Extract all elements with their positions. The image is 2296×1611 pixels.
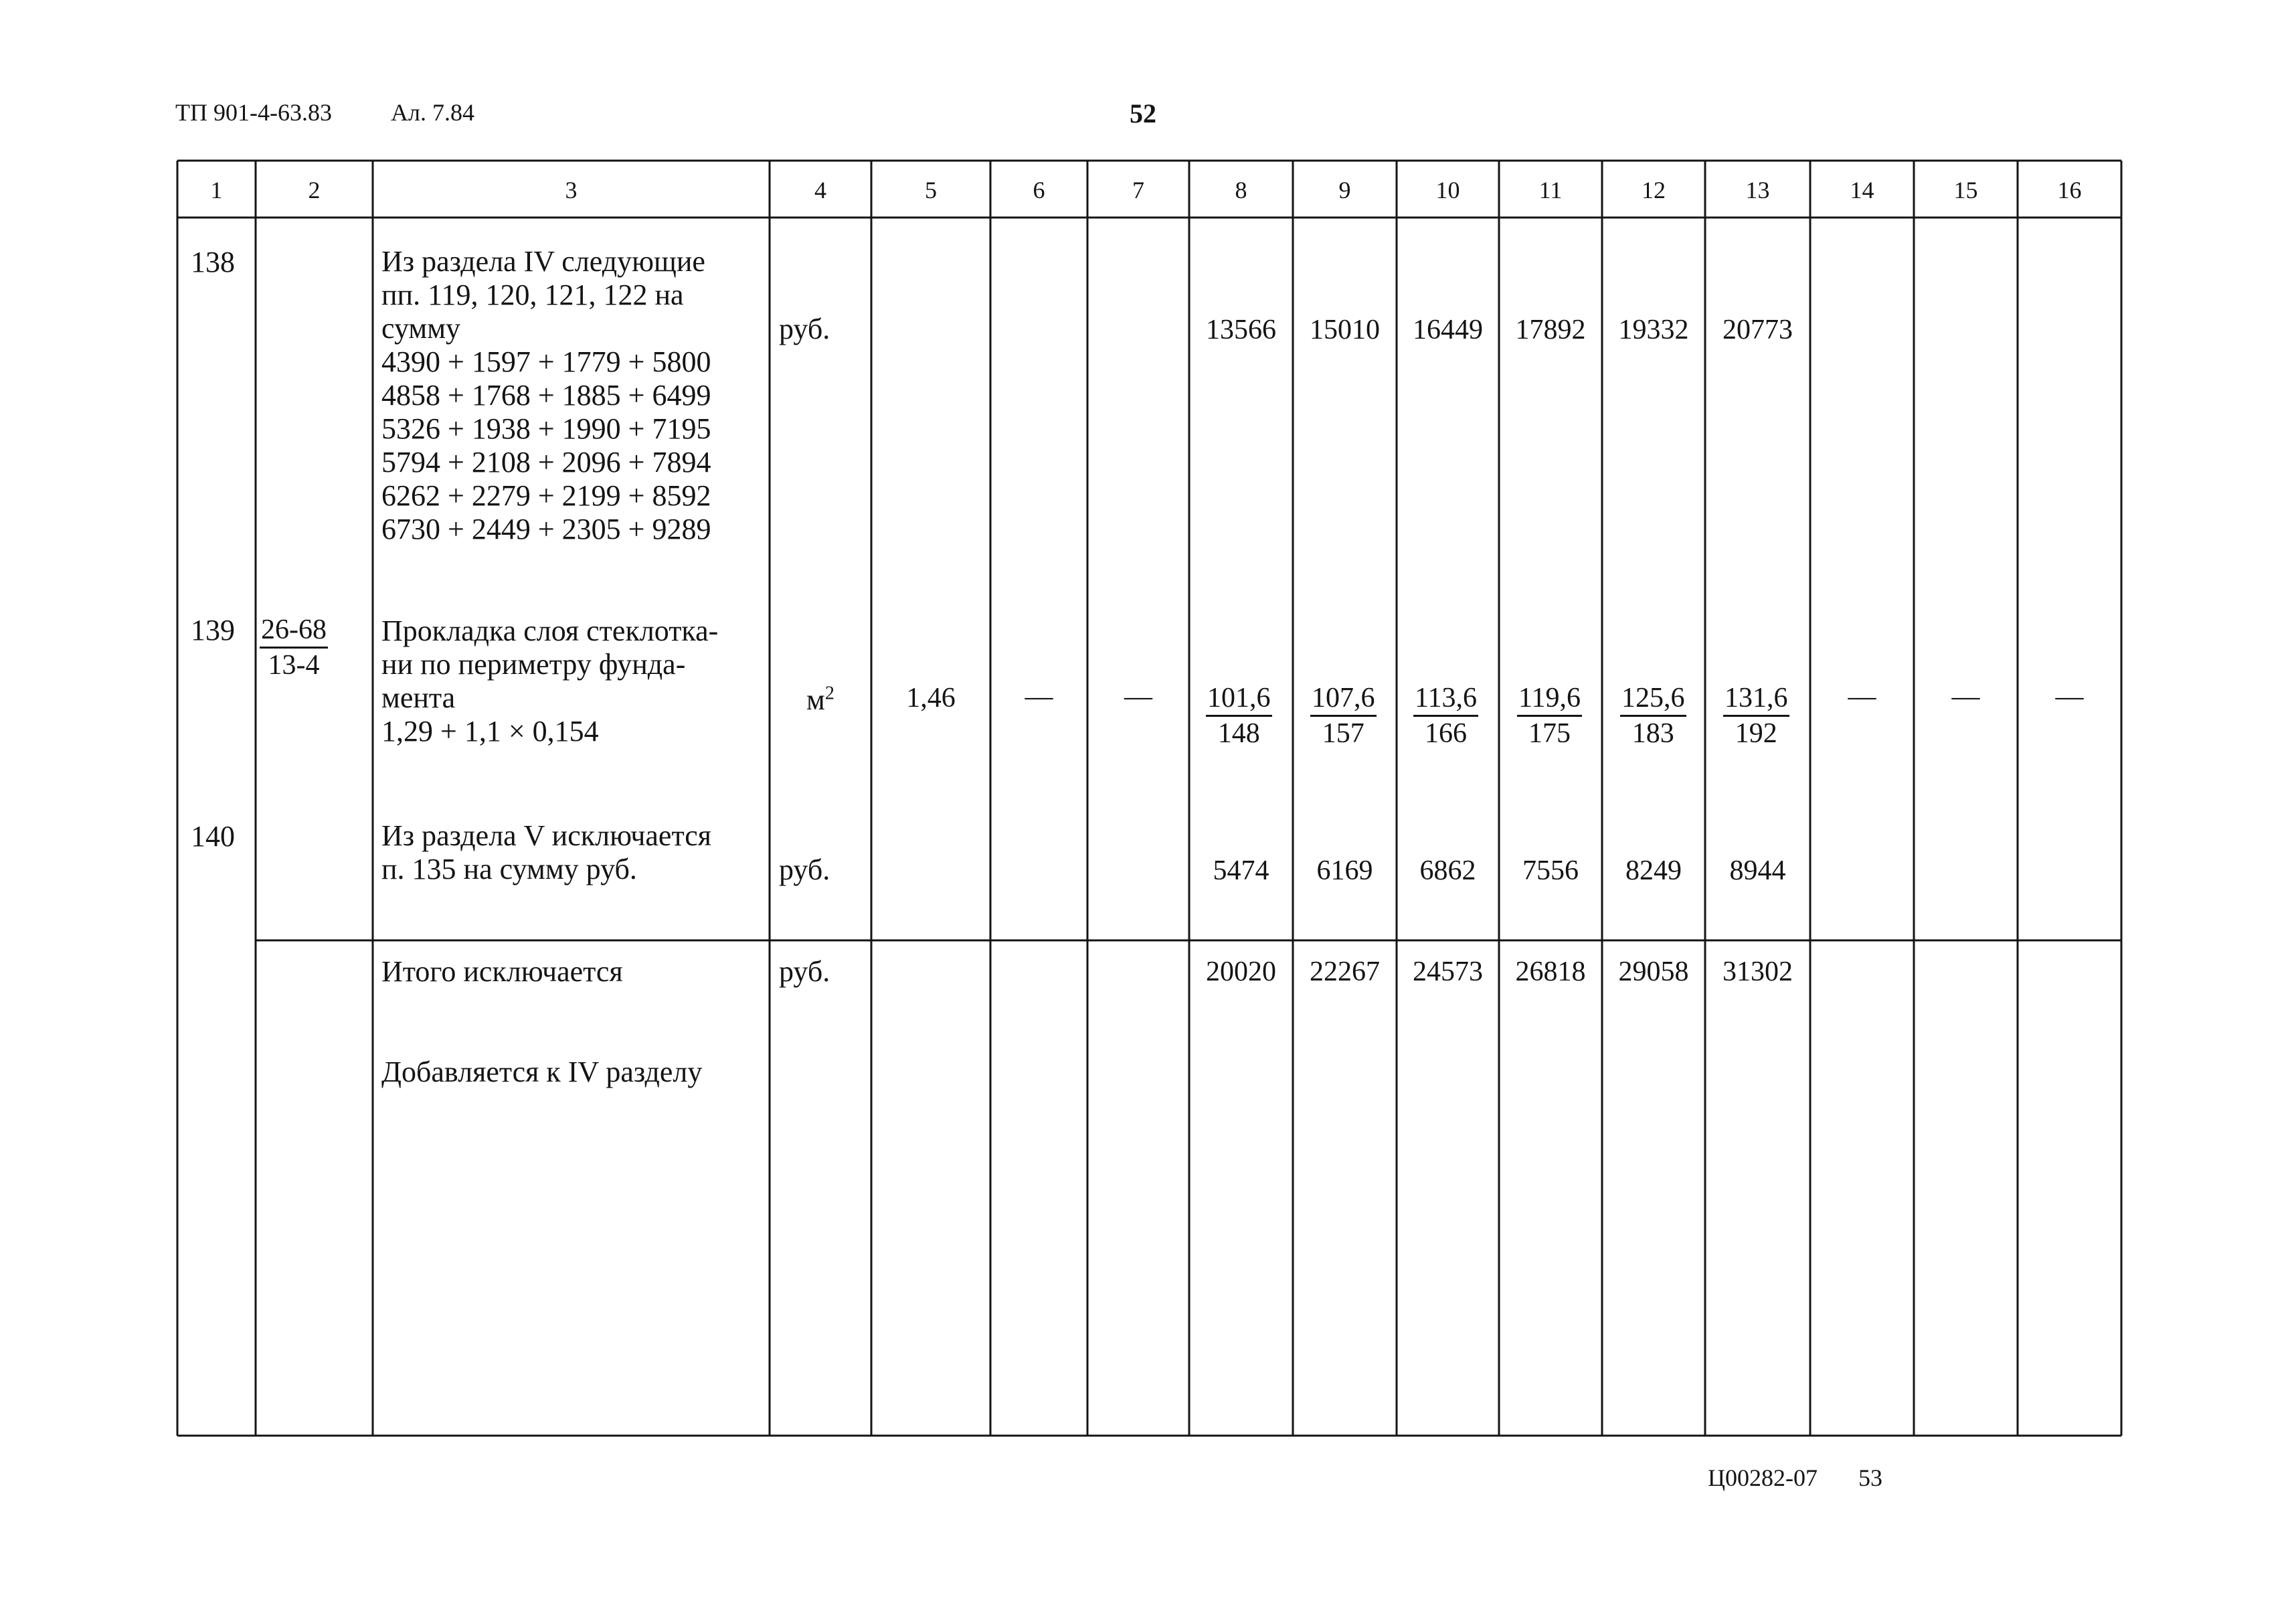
column-number-7: 7	[1132, 177, 1144, 203]
row-138-col-11: 17892	[1515, 315, 1586, 345]
code-denominator: 13-4	[268, 650, 320, 681]
desc-line: сумму	[381, 312, 461, 345]
total-col-11: 26818	[1515, 956, 1586, 987]
total-label: Итого исключается	[381, 955, 623, 988]
fraction-denominator: 148	[1217, 718, 1260, 749]
desc-line: пп. 119, 120, 121, 122 на	[381, 278, 684, 311]
desc-line: мента	[381, 681, 456, 714]
desc-line: 1,29 + 1,1 × 0,154	[381, 715, 599, 748]
desc-line: п. 135 на сумму руб.	[381, 853, 637, 885]
desc-line: 5326 + 1938 + 1990 + 7195	[381, 412, 711, 445]
desc-line: ни по периметру фунда-	[381, 648, 686, 681]
fraction-numerator: 119,6	[1517, 684, 1582, 717]
column-number-5: 5	[925, 177, 937, 203]
row-140-col-11: 7556	[1522, 855, 1579, 886]
column-number-8: 8	[1235, 177, 1247, 203]
unit-superscript: 2	[824, 683, 834, 704]
fraction-denominator: 175	[1528, 718, 1571, 749]
row-140-col-9: 6169	[1316, 855, 1373, 886]
column-number-6: 6	[1033, 177, 1045, 203]
album-number: Ал. 7.84	[391, 99, 474, 126]
column-number-2: 2	[308, 177, 321, 203]
desc-line: Из раздела IV следующие	[381, 245, 705, 278]
desc-line: 4858 + 1768 + 1885 + 6499	[381, 379, 711, 412]
total-unit: руб.	[779, 955, 830, 988]
total-col-9: 22267	[1310, 956, 1380, 987]
row-139-col-16: —	[2055, 681, 2084, 712]
column-number-3: 3	[565, 177, 578, 203]
fraction-numerator: 107,6	[1310, 684, 1377, 717]
column-number-4: 4	[814, 177, 826, 203]
unit-text: м	[806, 683, 825, 716]
row-138-col-9: 15010	[1310, 315, 1380, 345]
fraction-denominator: 183	[1631, 718, 1674, 749]
desc-line: 4390 + 1597 + 1779 + 5800	[381, 345, 711, 378]
row-139-col-14: —	[1848, 681, 1876, 712]
row-number-139: 139	[191, 614, 235, 647]
added-label: Добавляется к IV разделу	[381, 1055, 703, 1088]
row-139-col-15: —	[1951, 681, 1980, 712]
row-number-138: 138	[191, 246, 235, 278]
column-number-16: 16	[2057, 177, 2082, 203]
footer-sheet-number: 53	[1858, 1464, 1882, 1491]
column-number-11: 11	[1538, 177, 1563, 203]
row-139-col-13-fraction	[1723, 684, 1789, 748]
row-138-col-13: 20773	[1723, 315, 1793, 345]
fraction-denominator: 157	[1322, 718, 1364, 749]
row-138-col-8: 13566	[1206, 315, 1276, 345]
row-138-col-10: 16449	[1413, 315, 1483, 345]
fraction-denominator: 192	[1735, 718, 1777, 749]
row-138-description	[381, 245, 711, 546]
page-number: 52	[1130, 98, 1156, 129]
row-139-col-12-fraction	[1620, 684, 1686, 748]
total-col-13: 31302	[1723, 956, 1793, 987]
row-140-unit: руб.	[779, 853, 830, 886]
fraction-numerator: 131,6	[1723, 684, 1789, 717]
row-139-col-9-fraction	[1310, 684, 1377, 748]
footer-code: Ц00282-07	[1708, 1464, 1818, 1491]
fraction-numerator: 101,6	[1206, 684, 1272, 717]
row-140-col-13: 8944	[1729, 855, 1786, 886]
column-number-12: 12	[1642, 177, 1666, 203]
total-col-10: 24573	[1413, 956, 1483, 987]
column-number-15: 15	[1953, 177, 1978, 203]
row-139-code	[260, 616, 328, 679]
desc-line: Прокладка слоя стеклотка-	[381, 614, 719, 647]
code-numerator: 26-68	[260, 616, 328, 649]
row-138-unit: руб.	[779, 313, 830, 345]
column-number-14: 14	[1850, 177, 1874, 203]
row-138-col-12: 19332	[1618, 315, 1689, 345]
row-139-col-6: —	[1025, 681, 1053, 712]
fraction-denominator: 166	[1424, 718, 1467, 749]
document-code: ТП 901-4-63.83	[175, 99, 332, 126]
row-139-col-10-fraction	[1413, 684, 1478, 748]
column-number-1: 1	[210, 177, 223, 203]
fraction-numerator: 113,6	[1413, 684, 1478, 717]
desc-line: 5794 + 2108 + 2096 + 7894	[381, 446, 711, 479]
fraction-numerator: 125,6	[1620, 684, 1686, 717]
row-140-col-10: 6862	[1419, 855, 1476, 886]
row-139-col-11-fraction	[1517, 684, 1582, 748]
row-139-description	[381, 614, 718, 748]
column-number-9: 9	[1338, 177, 1351, 203]
column-number-13: 13	[1745, 177, 1770, 203]
total-col-12: 29058	[1618, 956, 1689, 987]
row-140-col-8: 5474	[1213, 855, 1269, 886]
row-140-col-12: 8249	[1625, 855, 1682, 886]
desc-line: Из раздела V исключается	[381, 819, 711, 852]
total-col-8: 20020	[1206, 956, 1276, 987]
row-139-col-8-fraction	[1206, 684, 1272, 748]
row-139-col-5: 1,46	[906, 683, 956, 713]
row-140-description	[381, 819, 711, 886]
desc-line: 6730 + 2449 + 2305 + 9289	[381, 513, 711, 545]
desc-line: 6262 + 2279 + 2199 + 8592	[381, 479, 711, 512]
row-139-col-7: —	[1124, 681, 1152, 712]
row-number-140: 140	[191, 820, 235, 853]
row-139-unit	[806, 685, 834, 715]
column-number-10: 10	[1435, 177, 1460, 203]
